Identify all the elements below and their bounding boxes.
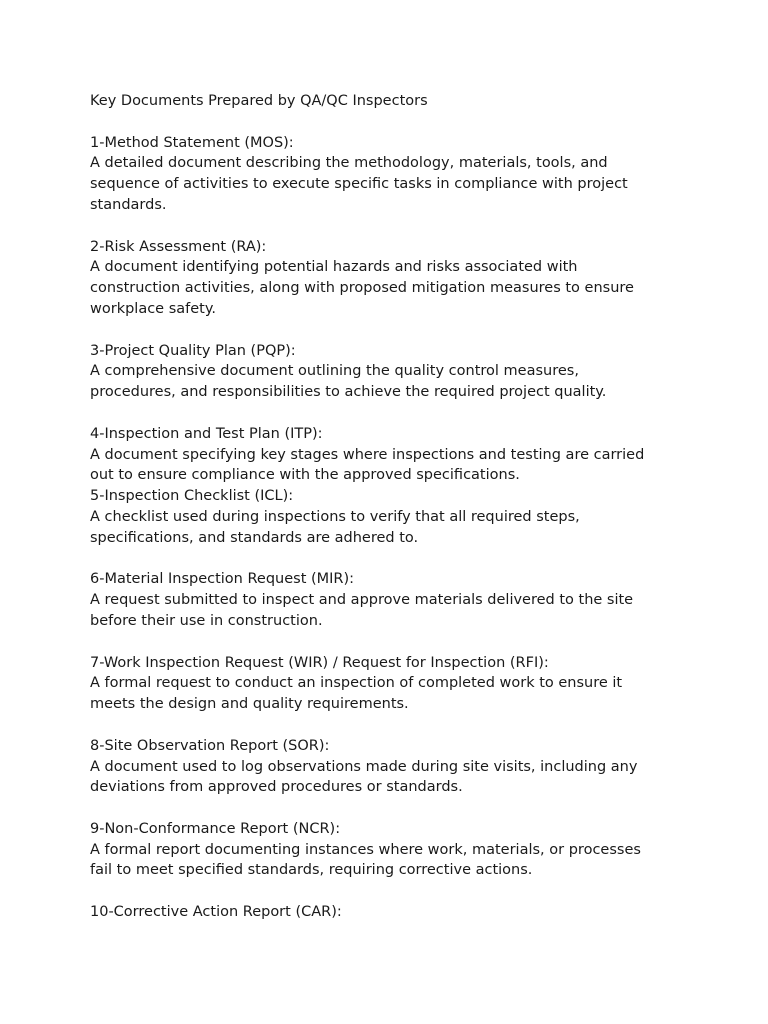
item-description [90, 590, 690, 632]
description-line: A formal report documenting instances where work, materials, or processes [90, 841, 641, 858]
description-line: specifications, and standards are adhered to. [90, 529, 419, 546]
list-item [90, 736, 690, 798]
spacer [90, 798, 690, 819]
description-line: out to ensure compliance with the approved specifications. [90, 467, 520, 484]
description-line: standards. [90, 196, 167, 213]
description-line: A document used to log observations made during site visits, including any [90, 758, 638, 775]
spacer [90, 632, 690, 653]
item-description [90, 445, 690, 487]
spacer [90, 881, 690, 902]
description-line: workplace safety. [90, 300, 216, 317]
item-heading: 3-Project Quality Plan (PQP): [90, 342, 296, 359]
description-line: deviations from approved procedures or standards. [90, 779, 463, 796]
list-item [90, 424, 690, 486]
item-description [90, 507, 690, 549]
item-description [90, 840, 690, 882]
item-description [90, 257, 690, 319]
list-item [90, 653, 690, 715]
list-item [90, 486, 690, 548]
item-heading: 7-Work Inspection Request (WIR) / Request for Inspection (RFI): [90, 654, 549, 671]
spacer [90, 715, 690, 736]
list-item [90, 133, 690, 216]
item-description [90, 361, 690, 403]
document-title: Key Documents Prepared by QA/QC Inspectors [90, 93, 428, 109]
item-heading: 2-Risk Assessment (RA): [90, 238, 267, 255]
description-line: A document specifying key stages where inspections and testing are carried [90, 446, 645, 463]
description-line: procedures, and responsibilities to achieve the required project quality. [90, 384, 607, 401]
description-line: construction activities, along with proposed mitigation measures to ensure [90, 280, 634, 297]
description-line: A request submitted to inspect and approve materials delivered to the site [90, 592, 634, 609]
item-description [90, 673, 690, 715]
spacer [90, 403, 690, 424]
item-description [90, 153, 690, 215]
item-heading: 8-Site Observation Report (SOR): [90, 737, 330, 754]
spacer [90, 216, 690, 237]
list-item [90, 341, 690, 403]
list-item [90, 569, 690, 631]
spacer [90, 320, 690, 341]
list-item [90, 819, 690, 881]
list-item [90, 902, 690, 923]
document-page [90, 91, 690, 923]
item-heading: 10-Corrective Action Report (CAR): [90, 904, 342, 921]
description-line: sequence of activities to execute specific tasks in compliance with project [90, 176, 628, 193]
spacer [90, 112, 690, 133]
description-line: A document identifying potential hazards and risks associated with [90, 259, 578, 276]
description-line: A formal request to conduct an inspection of completed work to ensure it [90, 675, 623, 692]
description-line: meets the design and quality requirements. [90, 696, 409, 713]
item-heading: 6-Material Inspection Request (MIR): [90, 571, 355, 588]
item-heading: 9-Non-Conformance Report (NCR): [90, 820, 341, 837]
description-line: A comprehensive document outlining the quality control measures, [90, 363, 579, 380]
description-line: A checklist used during inspections to verify that all required steps, [90, 508, 580, 525]
item-description [90, 757, 690, 799]
description-line: before their use in construction. [90, 612, 323, 629]
description-line: A detailed document describing the methodology, materials, tools, and [90, 155, 608, 172]
item-heading: 5-Inspection Checklist (ICL): [90, 488, 294, 505]
item-heading: 1-Method Statement (MOS): [90, 134, 294, 151]
list-item [90, 237, 690, 320]
spacer [90, 549, 690, 570]
description-line: fail to meet specified standards, requiring corrective actions. [90, 862, 533, 879]
item-heading: 4-Inspection and Test Plan (ITP): [90, 425, 323, 442]
